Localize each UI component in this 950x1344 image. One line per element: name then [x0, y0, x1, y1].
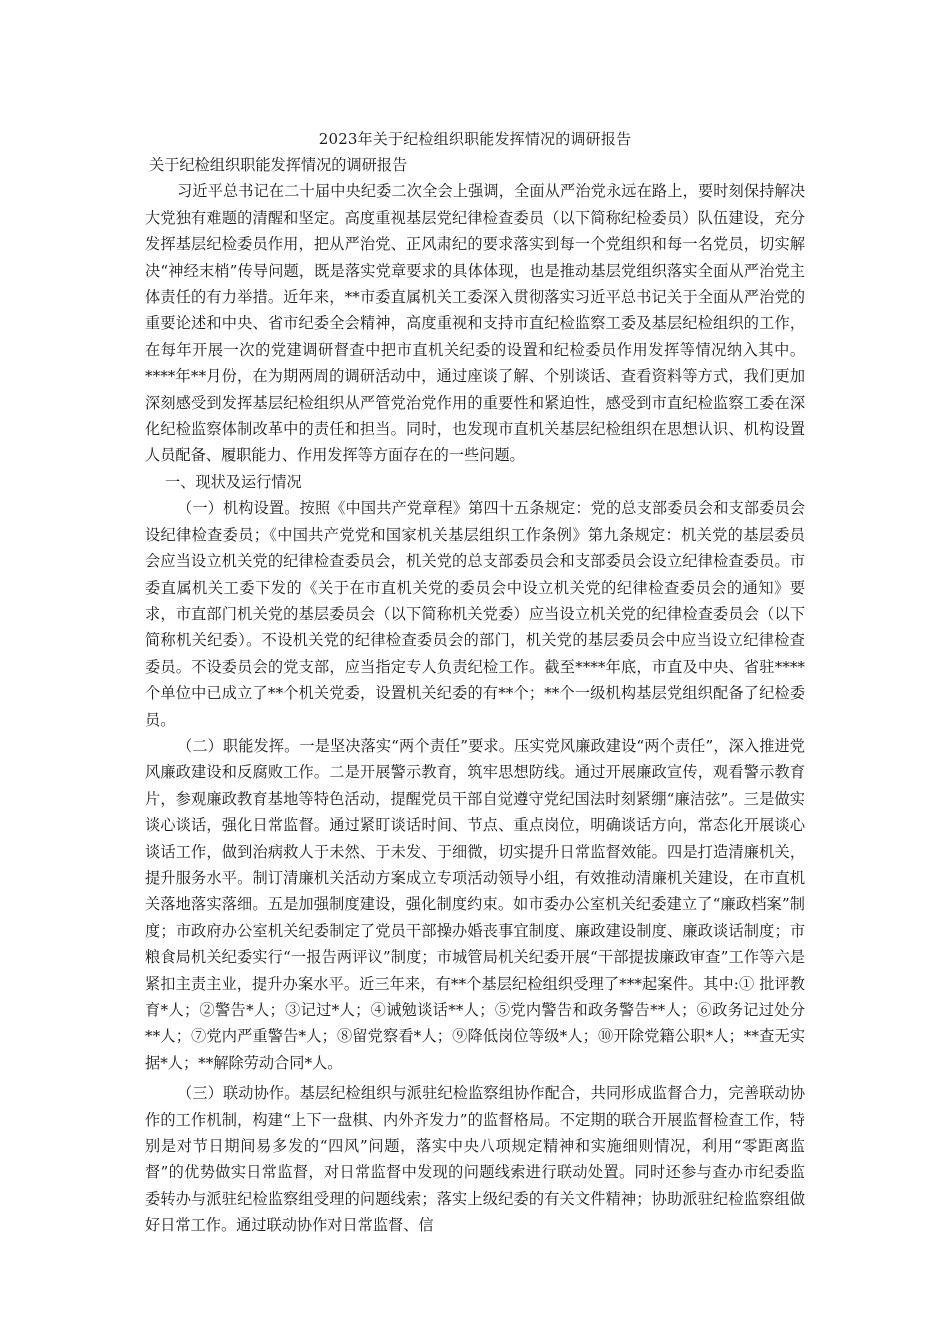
- paragraph-coordination: （三）联动协作。基层纪检组织与派驻纪检监察组协作配合，共同形成监督合力，完善联动协作的工作机制，构建“上下一盘棋、内外齐发力”的监督格局。不定期的联合开展监督检查工作，特别是对节日期间易多发的“四风”问题，落实中央八项规定精神和实施细则情况，利用“零距离监督”的优势做实日常监督，对日常监督中发现的问题线索进行联动处置。同时还参与查办市纪委监委转办与派驻纪检监察组受理的问题线索；落实上级纪委的有关文件精神；协助派驻纪检监察组做好日常工作。通过联动协作对日常监督、信: [145, 1084, 805, 1235]
- paragraph-function: （二）职能发挥。一是坚决落实“两个责任”要求。压实党风廉政建设“两个责任”，深入推进党风廉政建设和反腐败工作。二是开展警示教育，筑牢思想防线。通过开展廉政宣传，观看警示教育片，参观廉政教育基地等特色活动，提醒党员干部自觉遵守党纪国法时刻紧绷“廉洁弦”。三是做实谈心谈话，强化日常监督。通过紧盯谈话时间、节点、重点岗位，明确谈话方向，常态化开展谈心谈话工作，做到治病救人于未然、于未发、于细微，切实提升日常监督效能。四是打造清廉机关，提升服务水平。制订清廉机关活动方案成立专项活动领导小组，有效推动清廉机关建设，在市直机关落地落实落细。五是加强制度建设，强化制度约束。如市委办公室机关纪委建立了“廉政档案”制度；市政府办公室机关纪委制定了党员干部操办婚丧事宜制度、廉政建设制度、廉政谈话制度；市粮食局机关纪委实行“一报告两评议”制度；市城管局机关纪委开展“干部提拔廉政审查”工作等六是紧扣主责主业，提升办案水平。近三年来，有**个基层纪检组织受理了***起案件。其中:① 批评教育*人；②警告*人；③记过*人；④诫勉谈话**人；⑤党内警告和政务警告**人；⑥政务记过处分**人；⑦党内严重警告*人；⑧留党察看*人；⑨降低岗位等级*人；⑩开除党籍公职*人；**查无实据*人；**解除劳动合同*人。: [145, 736, 805, 1072]
- document-title: 2023年关于纪检组织职能发挥情况的调研报告: [318, 130, 632, 148]
- paragraph-organization: （一）机构设置。按照《中国共产党章程》第四十五条规定：党的总支部委员会和支部委员会设纪律检查委员；《中国共产党党和国家机关基层组织工作条例》第九条规定：机关党的基层委员会应当设立机关党的纪律检查委员会，机关党的总支部委员会和支部委员会设立纪律检查委员。市委直属机关工委下发的《关于在市直机关党的委员会中设立机关党的纪律检查委员会的通知》要求，市直部门机关党的基层委员会（以下简称机关党委）应当设立机关党的纪律检查委员会（以下简称机关纪委）。不设机关党的纪律检查委员会的部门，机关党的基层委员会中应当设立纪律检查委员。不设委员会的党支部，应当指定专人负责纪检工作。截至****年底，市直及中央、省驻****个单位中已成立了**个机关党委，设置机关纪委的有**个；**个一级机构基层党组织配备了纪检委员。: [145, 499, 805, 729]
- document-subtitle: 关于纪检组织职能发挥情况的调研报告: [149, 156, 408, 174]
- document-body: [145, 152, 805, 1239]
- section-heading-status: 一、现状及运行情况: [165, 472, 302, 491]
- intro-paragraph: 习近平总书记在二十届中央纪委二次全会上强调，全面从严治党永远在路上，要时刻保持解决大党独有难题的清醒和坚定。高度重视基层党纪律检查委员（以下简称纪检委员）队伍建设，充分发挥基层纪检委员作用，把从严治党、正风肃纪的要求落实到每一个党组织和每一名党员，切实解决“神经末梢”传导问题，既是落实党章要求的具体体现，也是推动基层党组织落实全面从严治党主体责任的有力举措。近年来，**市委直属机关工委深入贯彻落实习近平总书记关于全面从严治党的重要论述和中央、省市纪委全会精神，高度重视和支持市直纪检监察工委及基层纪检组织的工作，在每年开展一次的党建调研督查中把市直机关纪委的设置和纪检委员作用发挥等情况纳入其中。****年**月份，在为期两周的调研活动中，通过座谈了解、个别谈话、查看资料等方式，我们更加深刻感受到发挥基层纪检组织从严管党治党作用的重要性和紧迫性，感受到市直纪检监察工委在深化纪检监察体制改革中的责任和担当。同时，也发现市直机关基层纪检组织在思想认识、机构设置人员配备、履职能力、作用发挥等方面存在的一些问题。: [145, 182, 805, 465]
